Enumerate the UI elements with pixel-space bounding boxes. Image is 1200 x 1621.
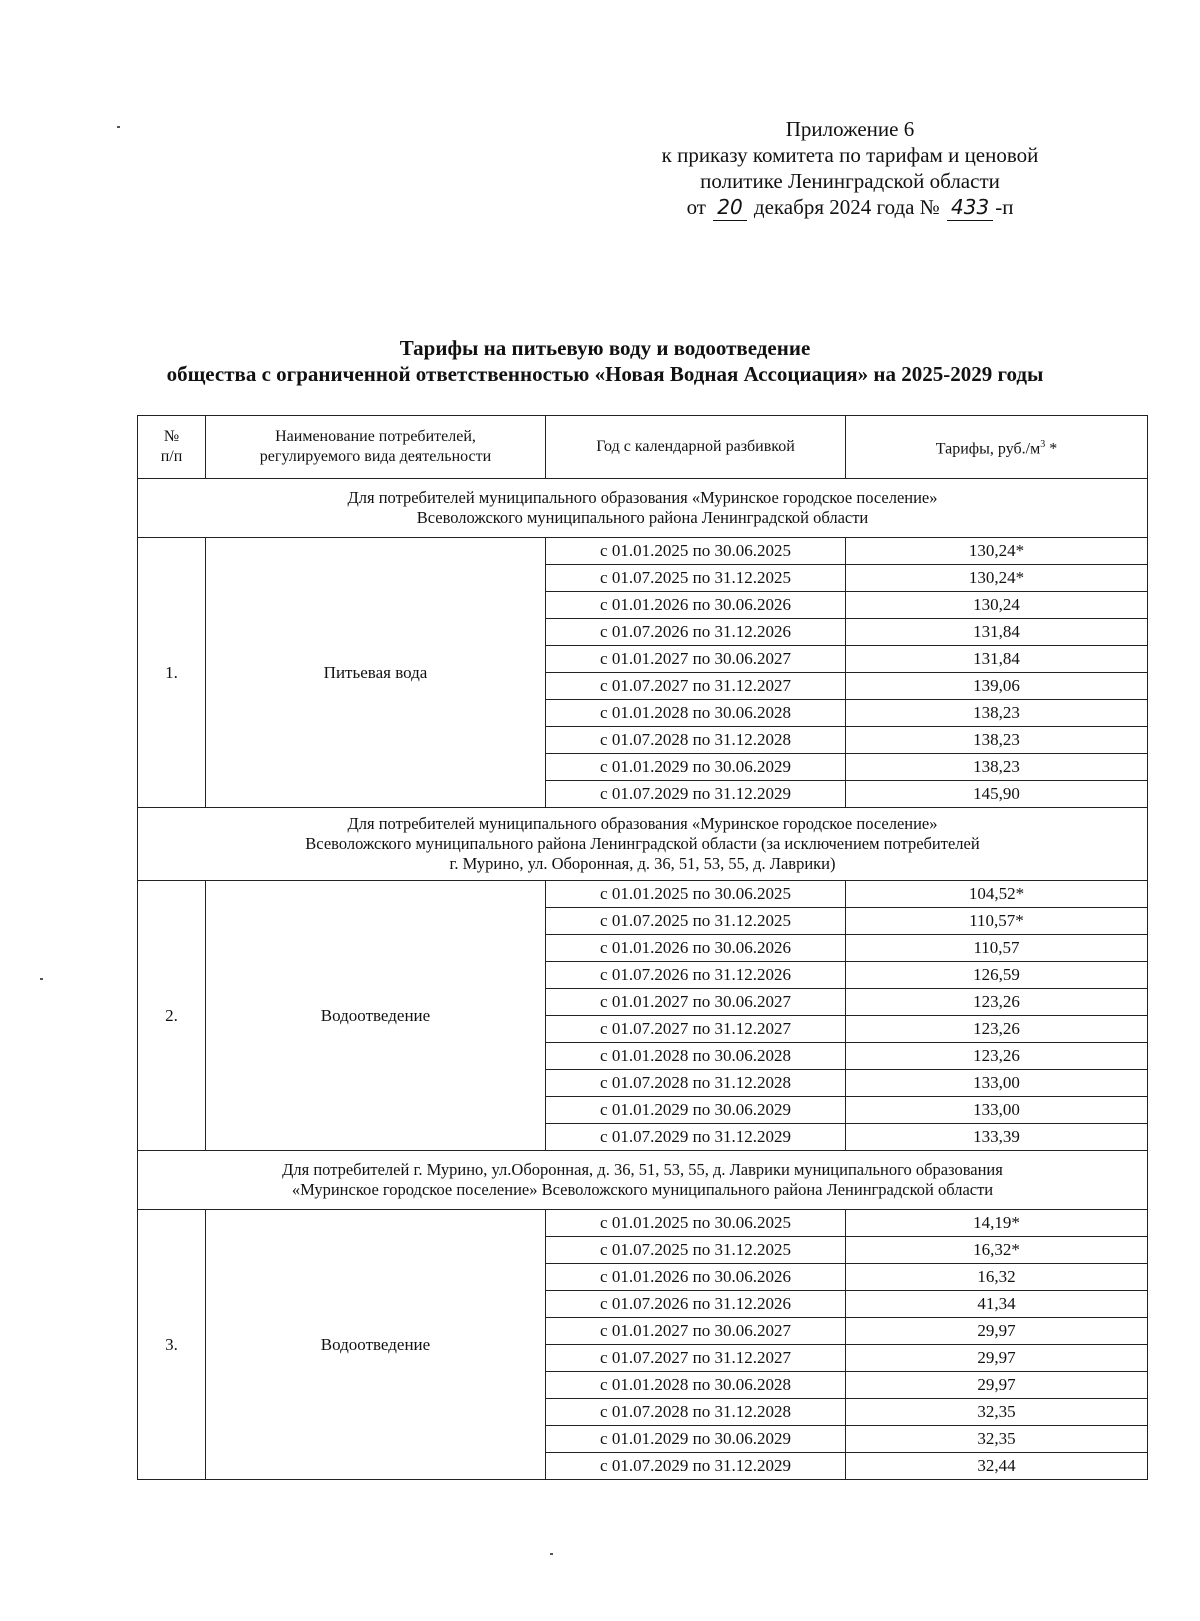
row-number: 3. <box>138 1210 206 1480</box>
period-cell: с 01.07.2029 по 31.12.2029 <box>546 781 846 808</box>
tariff-cell: 123,26 <box>846 989 1148 1016</box>
appendix-label: Приложение 6 <box>785 117 915 141</box>
group-caption <box>138 1151 1148 1210</box>
period-cell: с 01.01.2027 по 30.06.2027 <box>546 989 846 1016</box>
tariff-cell: 32,35 <box>846 1426 1148 1453</box>
period-cell: с 01.07.2025 по 31.12.2025 <box>546 908 846 935</box>
order-reference: к приказу комитета по тарифам и ценовой <box>661 143 1039 167</box>
period-cell: с 01.07.2028 по 31.12.2028 <box>546 1070 846 1097</box>
period-cell: с 01.01.2028 по 30.06.2028 <box>546 700 846 727</box>
period-cell: с 01.01.2029 по 30.06.2029 <box>546 754 846 781</box>
tariff-cell: 133,39 <box>846 1124 1148 1151</box>
table-header-row <box>138 416 1148 479</box>
handwritten-day: 20 <box>713 194 746 221</box>
tariff-cell: 41,34 <box>846 1291 1148 1318</box>
service-name: Водоотведение <box>206 881 546 1151</box>
period-cell: с 01.01.2026 по 30.06.2026 <box>546 935 846 962</box>
tariff-cell: 126,59 <box>846 962 1148 989</box>
tariff-cell: 138,23 <box>846 754 1148 781</box>
tariff-cell: 32,44 <box>846 1453 1148 1480</box>
order-date-line <box>560 194 1140 221</box>
period-cell: с 01.01.2025 по 30.06.2025 <box>546 1210 846 1237</box>
tariff-cell: 14,19* <box>846 1210 1148 1237</box>
tariff-cell: 104,52* <box>846 881 1148 908</box>
col-name-header: Наименование потребителей, регулируемого вида деятельности <box>206 416 546 479</box>
tariff-cell: 138,23 <box>846 727 1148 754</box>
col-tariff-header: Тарифы, $руб./м^3$ * <box>846 416 1148 479</box>
date-prefix: от <box>686 195 706 219</box>
tariff-cell: 130,24 <box>846 592 1148 619</box>
period-cell: с 01.07.2026 по 31.12.2026 <box>546 619 846 646</box>
period-cell: с 01.01.2027 по 30.06.2027 <box>546 646 846 673</box>
group-caption-line: Всеволожского муниципального района Ленинградской области (за исключением потребителей <box>305 834 980 853</box>
group-caption-line: Всеволожского муниципального района Ленинградской области <box>416 508 869 527</box>
tariff-cell: 133,00 <box>846 1097 1148 1124</box>
tariff-cell: 29,97 <box>846 1372 1148 1399</box>
service-name: Питьевая вода <box>206 538 546 808</box>
tariff-cell: 32,35 <box>846 1399 1148 1426</box>
tariff-cell: 131,84 <box>846 619 1148 646</box>
group-caption-row <box>138 1151 1148 1210</box>
group-caption-line: Для потребителей муниципального образования «Муринское городское поселение» <box>347 488 938 507</box>
period-cell: с 01.07.2028 по 31.12.2028 <box>546 1399 846 1426</box>
scan-speck <box>550 1553 553 1555</box>
group-caption-line: г. Мурино, ул. Оборонная, д. 36, 51, 53, 55, д. Лаврики) <box>449 854 836 873</box>
service-name: Водоотведение <box>206 1210 546 1480</box>
tariff-cell: 138,23 <box>846 700 1148 727</box>
document-title <box>40 335 1170 387</box>
tariff-cell: 29,97 <box>846 1318 1148 1345</box>
tariff-cell: 16,32* <box>846 1237 1148 1264</box>
row-number: 1. <box>138 538 206 808</box>
period-cell: с 01.07.2029 по 31.12.2029 <box>546 1124 846 1151</box>
period-cell: с 01.07.2028 по 31.12.2028 <box>546 727 846 754</box>
order-suffix: -п <box>995 195 1014 219</box>
period-cell: с 01.01.2028 по 30.06.2028 <box>546 1043 846 1070</box>
title-line-2: общества с ограниченной ответственностью «Новая Водная Ассоциация» на 2025-2029 годы <box>166 362 1044 386</box>
group-caption-line: «Муринское городское поселение» Всеволожского муниципального района Ленинградской области <box>291 1180 994 1199</box>
tariff-cell: 131,84 <box>846 646 1148 673</box>
appendix-header <box>560 116 1140 221</box>
period-cell: с 01.01.2026 по 30.06.2026 <box>546 592 846 619</box>
group-caption-row <box>138 479 1148 538</box>
period-cell: с 01.01.2029 по 30.06.2029 <box>546 1426 846 1453</box>
period-cell: с 01.01.2025 по 30.06.2025 <box>546 538 846 565</box>
handwritten-order-number: 433 <box>947 194 993 221</box>
period-cell: с 01.07.2027 по 31.12.2027 <box>546 673 846 700</box>
tariff-cell: 133,00 <box>846 1070 1148 1097</box>
scan-speck <box>117 126 120 128</box>
period-cell: с 01.01.2025 по 30.06.2025 <box>546 881 846 908</box>
scan-speck <box>40 978 43 980</box>
tariff-cell: 123,26 <box>846 1016 1148 1043</box>
period-cell: с 01.07.2029 по 31.12.2029 <box>546 1453 846 1480</box>
period-cell: с 01.07.2027 по 31.12.2027 <box>546 1345 846 1372</box>
table-row <box>138 881 1148 908</box>
table-row <box>138 538 1148 565</box>
group-caption <box>138 808 1148 881</box>
tariff-cell: 29,97 <box>846 1345 1148 1372</box>
col-num-header: № п/п <box>138 416 206 479</box>
tariff-cell: 145,90 <box>846 781 1148 808</box>
tariff-cell: 130,24* <box>846 538 1148 565</box>
tariff-cell: 139,06 <box>846 673 1148 700</box>
tariff-cell: 130,24* <box>846 565 1148 592</box>
period-cell: с 01.07.2027 по 31.12.2027 <box>546 1016 846 1043</box>
period-cell: с 01.01.2026 по 30.06.2026 <box>546 1264 846 1291</box>
group-caption-row <box>138 808 1148 881</box>
tariff-table <box>137 415 1148 1480</box>
row-number: 2. <box>138 881 206 1151</box>
period-cell: с 01.07.2025 по 31.12.2025 <box>546 565 846 592</box>
group-caption <box>138 479 1148 538</box>
date-middle: декабря 2024 года № <box>753 195 940 219</box>
period-cell: с 01.07.2026 по 31.12.2026 <box>546 1291 846 1318</box>
title-line-1: Тарифы на питьевую воду и водоотведение <box>399 336 811 360</box>
table-row <box>138 1210 1148 1237</box>
period-cell: с 01.01.2029 по 30.06.2029 <box>546 1097 846 1124</box>
group-caption-line: Для потребителей г. Мурино, ул.Оборонная, д. 36, 51, 53, 55, д. Лаврики муниципального образования <box>282 1160 1003 1179</box>
period-cell: с 01.01.2028 по 30.06.2028 <box>546 1372 846 1399</box>
period-cell: с 01.07.2025 по 31.12.2025 <box>546 1237 846 1264</box>
col-period-header: Год с календарной разбивкой <box>546 416 846 479</box>
group-caption-line: Для потребителей муниципального образования «Муринское городское поселение» <box>347 814 938 833</box>
tariff-cell: 16,32 <box>846 1264 1148 1291</box>
period-cell: с 01.07.2026 по 31.12.2026 <box>546 962 846 989</box>
committee-name: политике Ленинградской области <box>700 169 1000 193</box>
tariff-cell: 110,57 <box>846 935 1148 962</box>
tariff-cell: 123,26 <box>846 1043 1148 1070</box>
period-cell: с 01.01.2027 по 30.06.2027 <box>546 1318 846 1345</box>
tariff-cell: 110,57* <box>846 908 1148 935</box>
